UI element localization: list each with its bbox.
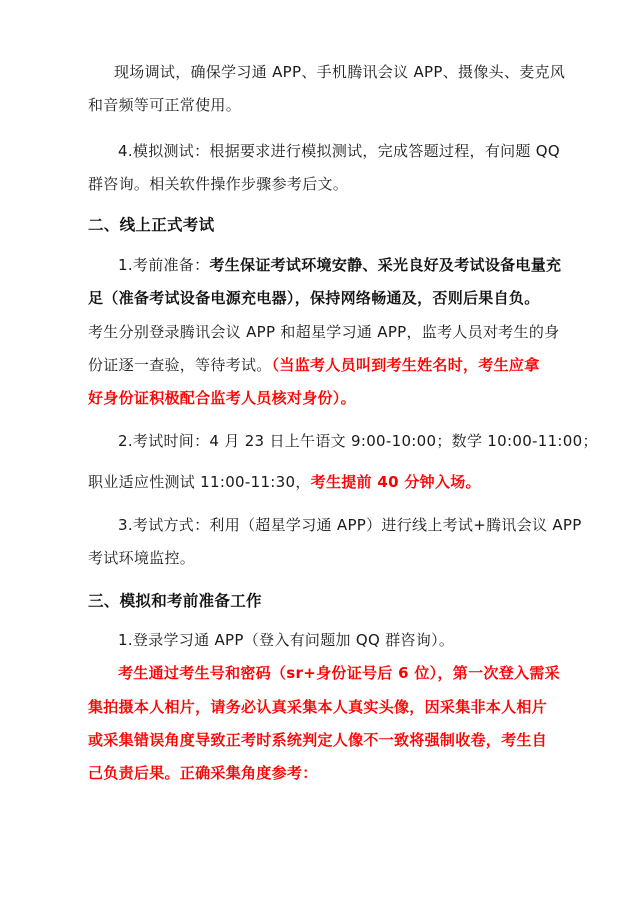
s2-item1-bold-2: 足（准备考试设备电源充电器），保持网络畅通及，否则后果自负。: [88, 289, 540, 307]
s2-item1-line-4a: 份证逐一查验，等待考试。: [88, 356, 272, 374]
s3-red-line-1: 考生通过考生号和密码（sr+身份证号后 6 位），第一次登入需采: [118, 664, 560, 682]
s3-red-line-3: 或采集错误角度导致正考时系统判定人像不一致将强制收卷，考生自: [88, 731, 548, 749]
intro-line-1: 现场调试，确保学习通 APP、手机腾讯会议 APP、摄像头、麦克风: [114, 63, 566, 81]
s3-item1: 1.登录学习通 APP（登入有问题加 QQ 群咨询）。: [118, 631, 455, 649]
item4-line-2: 群咨询。相关软件操作步骤参考后文。: [88, 175, 349, 193]
s3-red-line-4: 己负责后果。正确采集角度参考：: [88, 764, 318, 782]
s2-item1-red-2: 好身份证积极配合监考人员核对身份）。: [88, 389, 356, 407]
intro-line-2: 和音频等可正常使用。: [88, 96, 242, 114]
section3-heading: 三、模拟和考前准备工作: [88, 592, 262, 610]
s3-red-line-2: 集拍摄本人相片，请务必认真采集本人真实头像，因采集非本人相片: [88, 698, 548, 716]
s2-item2-red: 考生提前 40 分钟入场。: [310, 473, 481, 491]
s2-item1-line-1: [118, 255, 561, 275]
s2-item1-line-3: 考生分别登录腾讯会议 APP 和超星学习通 APP，监考人员对考生的身: [88, 323, 560, 341]
s2-item1-red-1: （当监考人员叫到考生姓名时，考生应拿: [271, 356, 540, 374]
item4-line-1: 4.模拟测试：根据要求进行模拟测试，完成答题过程，有问题 QQ: [118, 142, 560, 160]
s2-item1-line-4: [88, 355, 540, 375]
s2-item2-line-2: [88, 472, 481, 492]
s2-item2-line-1: 2.考试时间：4 月 23 日上午语文 9:00-10:00；数学 10:00-11:00；: [118, 432, 598, 450]
section2-heading: 二、线上正式考试: [88, 216, 215, 234]
s2-item1-bold-1: 考生保证考试环境安静、采光良好及考试设备电量充: [209, 256, 562, 274]
s2-item2-line-2-text: 职业适应性测试 11:00-11:30，: [88, 473, 311, 491]
s2-item1-prefix: 1.考前准备：: [118, 256, 210, 274]
s2-item3-line-2: 考试环境监控。: [88, 549, 196, 567]
s2-item3-line-1: 3.考试方式：利用（超星学习通 APP）进行线上考试+腾讯会议 APP: [118, 516, 582, 534]
